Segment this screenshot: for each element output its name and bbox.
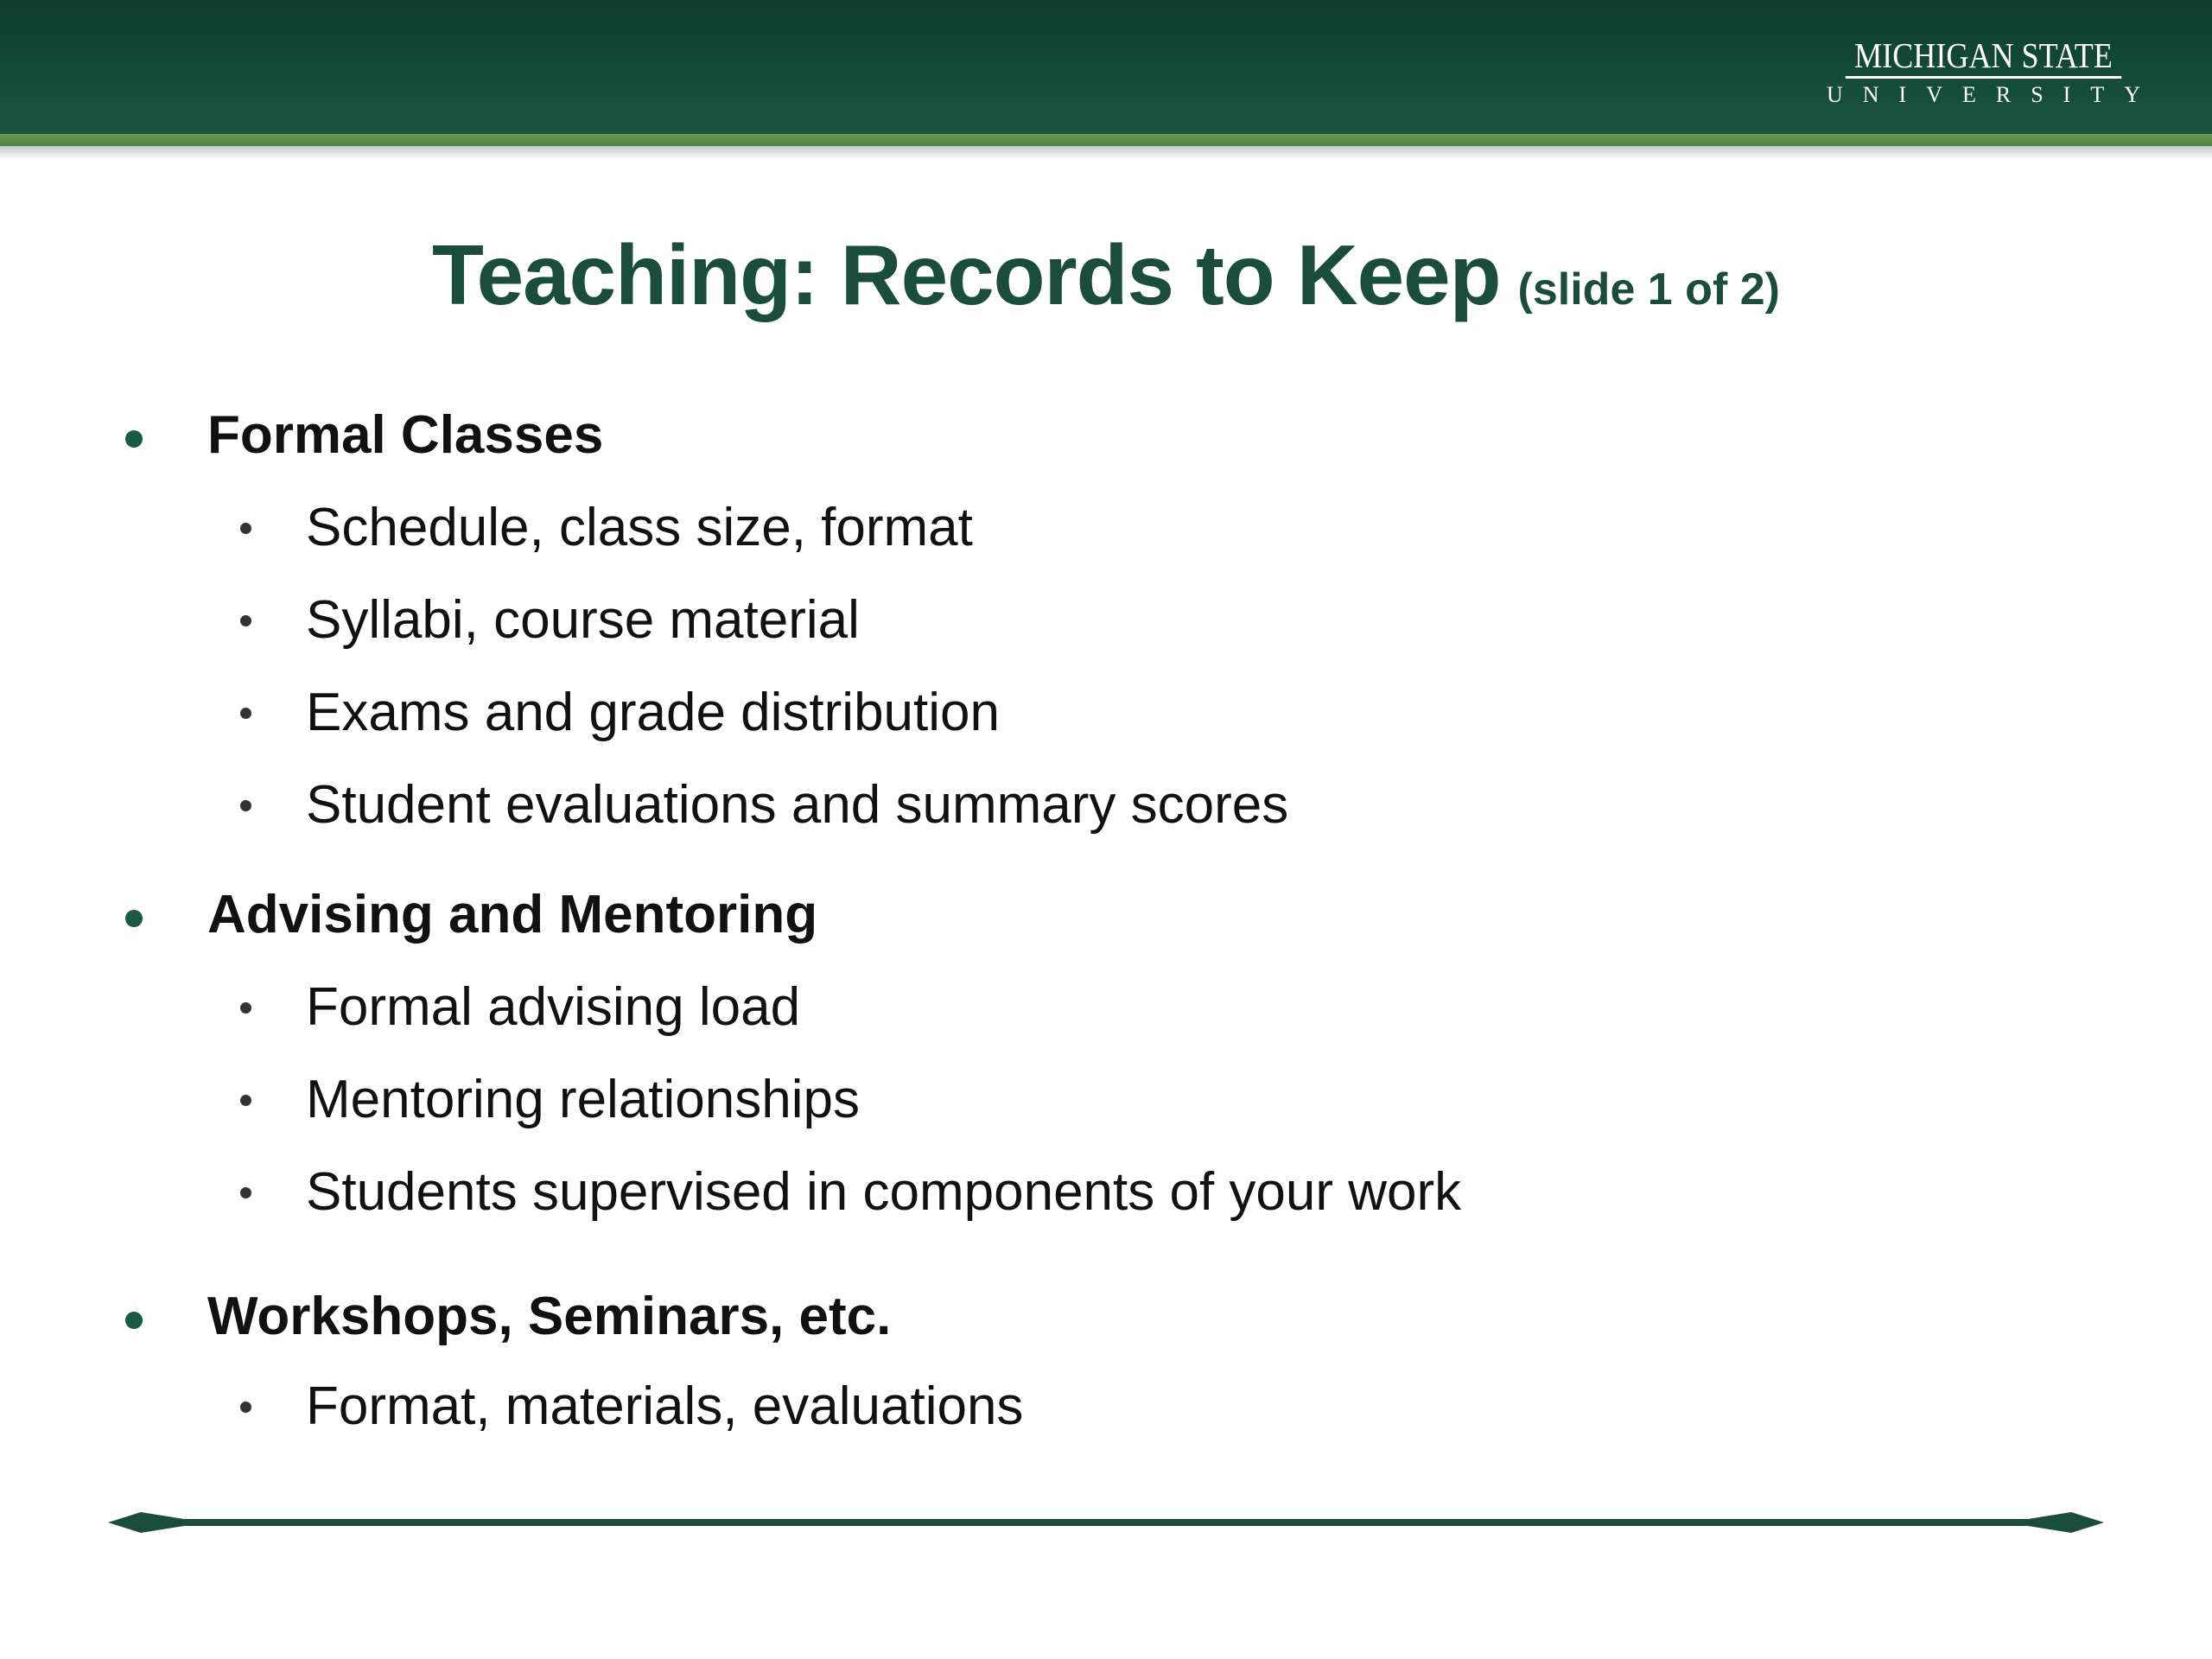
list-item	[306, 774, 1288, 836]
logo-university: UNIVERSITY	[1827, 82, 2160, 107]
list-item	[306, 589, 860, 651]
section-heading-label: Advising and Mentoring	[207, 885, 818, 944]
section-heading	[207, 1286, 891, 1347]
divider-line	[160, 1519, 2052, 1526]
bullet-icon	[125, 910, 143, 927]
section-heading	[207, 884, 817, 945]
list-item-label: Student evaluations and summary scores	[306, 775, 1289, 835]
logo-wordmark: MICHIGAN STATE	[1846, 36, 2121, 79]
list-item	[306, 497, 973, 558]
list-item-label: Syllabi, course material	[306, 590, 860, 650]
list-item	[306, 976, 800, 1038]
bullet-icon	[240, 708, 251, 719]
list-item-label: Schedule, class size, format	[306, 498, 973, 557]
list-item-label: Formal advising load	[306, 977, 801, 1037]
footer-divider	[108, 1505, 2104, 1540]
title-main: Teaching: Records to Keep	[432, 227, 1501, 322]
bullet-icon	[240, 800, 251, 811]
list-item	[306, 1069, 860, 1130]
section-heading-label: Workshops, Seminars, etc.	[207, 1287, 892, 1346]
list-item-label: Students supervised in components of your work	[306, 1162, 1462, 1222]
bullet-icon	[125, 1312, 143, 1329]
section-heading-label: Formal Classes	[207, 405, 604, 465]
title-subtitle: (slide 1 of 2)	[1517, 264, 1780, 315]
list-item	[306, 1376, 1023, 1437]
bullet-icon	[240, 1095, 251, 1106]
bullet-icon	[125, 430, 143, 448]
bullet-icon	[240, 1002, 251, 1014]
list-item	[306, 682, 1000, 743]
list-item	[306, 1161, 1461, 1223]
right-arrowhead-icon	[2028, 1512, 2104, 1533]
list-item-label: Exams and grade distribution	[306, 683, 1001, 742]
section-heading	[207, 404, 603, 466]
bullet-icon	[240, 1187, 251, 1198]
bullet-icon	[240, 615, 251, 626]
list-item-label: Format, materials, evaluations	[306, 1376, 1024, 1436]
list-item-label: Mentoring relationships	[306, 1070, 861, 1129]
bullet-icon	[240, 1402, 251, 1413]
bullet-icon	[240, 523, 251, 534]
